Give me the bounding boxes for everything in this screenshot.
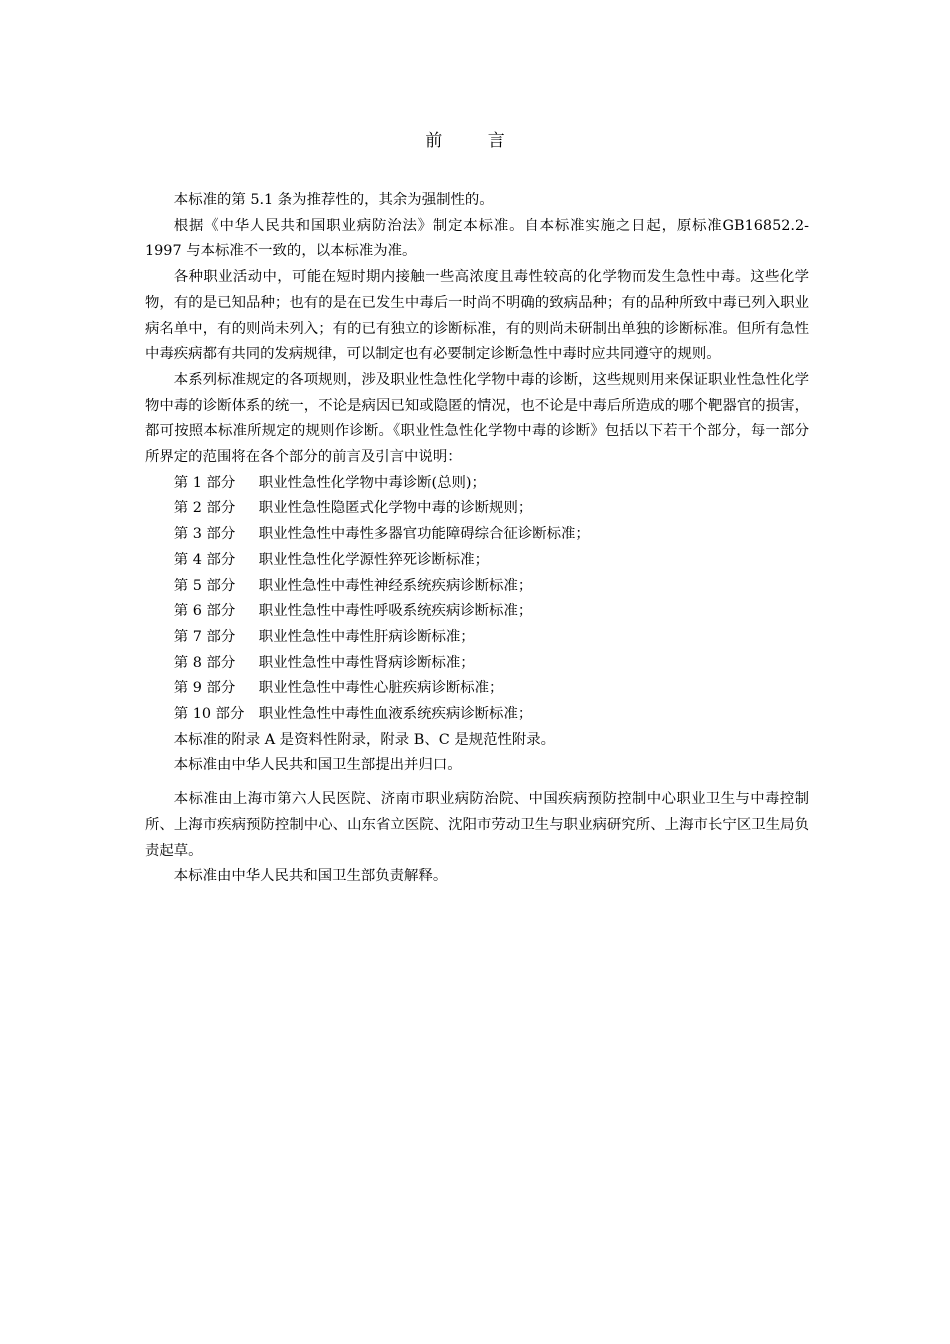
part-number: 第 3 部分	[173, 526, 236, 543]
list-item	[145, 651, 809, 677]
paragraph-proposer: 本标准由中华人民共和国卫生部提出并归口。	[173, 757, 462, 774]
page-title: 前 言	[425, 131, 525, 151]
list-item	[145, 471, 809, 497]
part-title: 职业性急性中毒性肾病诊断标准；	[258, 654, 475, 671]
part-number: 第 1 部分	[173, 474, 236, 491]
part-number: 第 2 部分	[173, 500, 236, 517]
parts-list	[145, 471, 809, 728]
part-title: 职业性急性中毒性多器官功能障碍综合征诊断标准；	[258, 526, 590, 543]
paragraph-background: 各种职业活动中，可能在短时期内接触一些高浓度且毒性较高的化学物而发生急性中毒。这些化学物，有的是已知品种；也有的是在已发生中毒后一时尚不明确的致病品种；有的品种所致中毒已列入职业病名单中，有的则尚未列入；有的已有独立的诊断标准，有的则尚未研制出单独的诊断标准。但所有急性中毒疾病都有共同的发病规律，可以制定也有必要制定诊断急性中毒时应共同遵守的规则。	[145, 269, 809, 363]
part-title: 职业性急性中毒性血液系统疾病诊断标准；	[258, 706, 533, 723]
list-item	[145, 548, 809, 574]
list-item	[145, 599, 809, 625]
part-number: 第 7 部分	[173, 628, 236, 645]
list-item	[145, 496, 809, 522]
paragraph-legal-basis: 根据《中华人民共和国职业病防治法》制定本标准。自本标准实施之日起，原标准GB16852.2-1997 与本标准不一致的，以本标准为准。	[145, 217, 809, 260]
part-title: 职业性急性中毒性呼吸系统疾病诊断标准；	[258, 603, 533, 620]
part-title: 职业性急性化学源性猝死诊断标准；	[258, 551, 490, 568]
part-number: 第 5 部分	[173, 577, 236, 594]
document-body	[145, 188, 809, 890]
part-title: 职业性急性隐匿式化学物中毒的诊断规则；	[258, 500, 533, 517]
part-number: 第 6 部分	[173, 603, 236, 620]
paragraph-recommended-clause: 本标准的第 5.1 条为推荐性的，其余为强制性的。	[173, 192, 494, 208]
part-number: 第 8 部分	[173, 654, 236, 671]
paragraph-series-rules: 本系列标准规定的各项规则，涉及职业性急性化学物中毒的诊断，这些规则用来保证职业性急性化学物中毒的诊断体系的统一，不论是病因已知或隐匿的情况，也不论是中毒后所造成的哪个靶器官的损害，都可按照本标准所规定的规则作诊断。《职业性急性化学物中毒的诊断》包括以下若干个部分，每一部分所界定的范围将在各个部分的前言及引言中说明：	[145, 371, 809, 466]
list-item	[145, 574, 809, 600]
part-number: 第 10 部分	[173, 706, 245, 723]
list-item	[145, 702, 809, 728]
part-title: 职业性急性化学物中毒诊断(总则)；	[258, 474, 486, 491]
paragraph-drafters: 本标准由上海市第六人民医院、济南市职业病防治院、中国疾病预防控制中心职业卫生与中毒控制所、上海市疾病预防控制中心、山东省立医院、沈阳市劳动卫生与职业病研究所、上海市长宁区卫生局负责起草。	[145, 791, 809, 859]
paragraph-interpretation: 本标准由中华人民共和国卫生部负责解释。	[173, 868, 448, 885]
part-title: 职业性急性中毒性神经系统疾病诊断标准；	[258, 577, 533, 594]
paragraph-appendix-note: 本标准的附录 A 是资料性附录，附录 B、C 是规范性附录。	[173, 731, 556, 748]
list-item	[145, 625, 809, 651]
part-number: 第 9 部分	[173, 680, 236, 697]
list-item	[145, 676, 809, 702]
part-number: 第 4 部分	[173, 551, 236, 568]
list-item	[145, 522, 809, 548]
part-title: 职业性急性中毒性心脏疾病诊断标准；	[258, 680, 504, 697]
part-title: 职业性急性中毒性肝病诊断标准；	[258, 628, 475, 645]
